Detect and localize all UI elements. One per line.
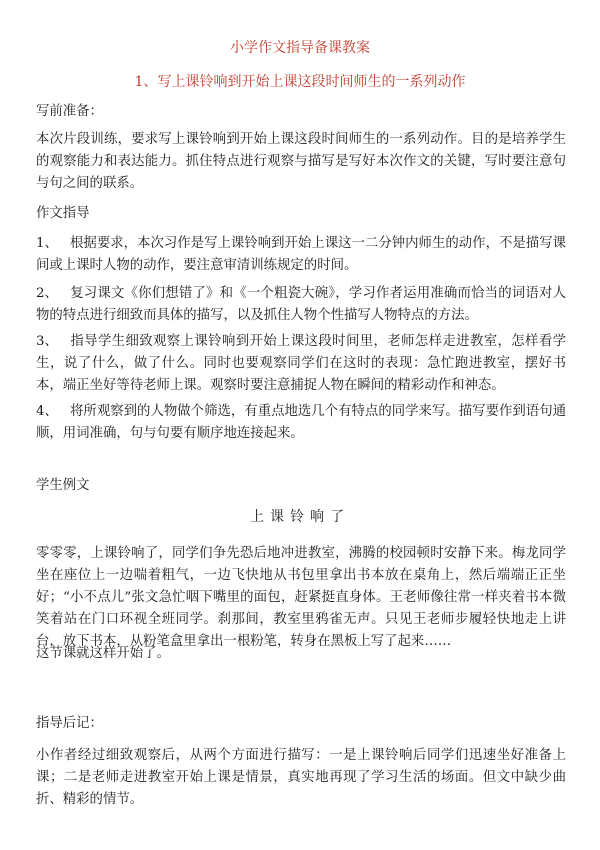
guide-item-3	[36, 331, 566, 397]
guide-item-number: 1、	[36, 236, 58, 251]
document-subtitle: 1、写上课铃响到开始上课这段时间师生的一系列动作	[134, 74, 466, 90]
guide-item-4	[36, 401, 566, 445]
guide-item-text: 将所观察到的人物做个筛选，有重点地选几个有特点的同学来写。描写要作到语句通顺，用词准确，句与句要有顺序地连接起来。	[36, 404, 566, 441]
guide-item-1	[36, 233, 566, 277]
postscript-heading: 指导后记：	[36, 716, 103, 731]
essay-title: 上课铃响了	[250, 509, 350, 525]
guide-item-text: 指导学生细致观察上课铃响到开始上课这段时间里，老师怎样走进教室，怎样看学生，说了什么，做了什么。同时也要观察同学们在这时的表现：急忙跑进教室，摆好书本，端正坐好等待老师上课。观察时要注意捕捉人物在瞬间的精彩动作和神态。	[36, 334, 566, 393]
example-heading: 学生例文	[36, 478, 90, 493]
essay-closing: 这节课就这样开始了。	[36, 646, 170, 661]
guide-item-2	[36, 283, 566, 327]
guide-item-number: 3、	[36, 334, 58, 349]
guide-item-text: 根据要求，本次习作是写上课铃响到开始上课这一二分钟内师生的动作，不是描写课间或上课时人物的动作，要注意审清训练规定的时间。	[36, 236, 566, 273]
prep-heading: 写前准备：	[36, 104, 103, 119]
guide-item-text: 复习课文《你们想错了》和《一个粗瓷大碗》，学习作者运用准确而恰当的词语对人物的特点进行细致而具体的描写，以及抓住人物个性描写人物特点的方法。	[36, 286, 566, 323]
prep-body: 本次片段训练，要求写上课铃响到开始上课这段时间师生的一系列动作。目的是培养学生的观察能力和表达能力。抓住特点进行观察与描写是写好本次作文的关键，写时要注意句与句之间的联系。	[36, 132, 566, 191]
essay-paragraph: 零零零，上课铃响了，同学们争先恐后地冲进教室，沸腾的校园顿时安静下来。梅龙同学坐在座位上一边喘着粗气，一边飞快地从书包里拿出书本放在桌角上，然后端端正正坐好；“小不点儿”张文急忙咽下嘴里的面包，赶紧挺直身体。王老师像往常一样夹着书本微笑着站在门口环视全班同学。刹那间，教室里鸦雀无声。只见王老师步履轻快地走上讲台，放下书本，从粉笔盒里拿出一根粉笔，转身在黑板上写了起来……	[36, 546, 566, 649]
document-title: 小学作文指导备课教案	[230, 40, 370, 56]
guide-item-number: 4、	[36, 404, 58, 419]
guide-item-number: 2、	[36, 286, 58, 301]
postscript-body: 小作者经过细致观察后，从两个方面进行描写：一是上课铃响后同学们迅速坐好准备上课；二是老师走进教室开始上课是情景，真实地再现了学习生活的场面。但文中缺少曲折、精彩的情节。	[36, 748, 566, 807]
guide-heading: 作文指导	[36, 206, 90, 221]
